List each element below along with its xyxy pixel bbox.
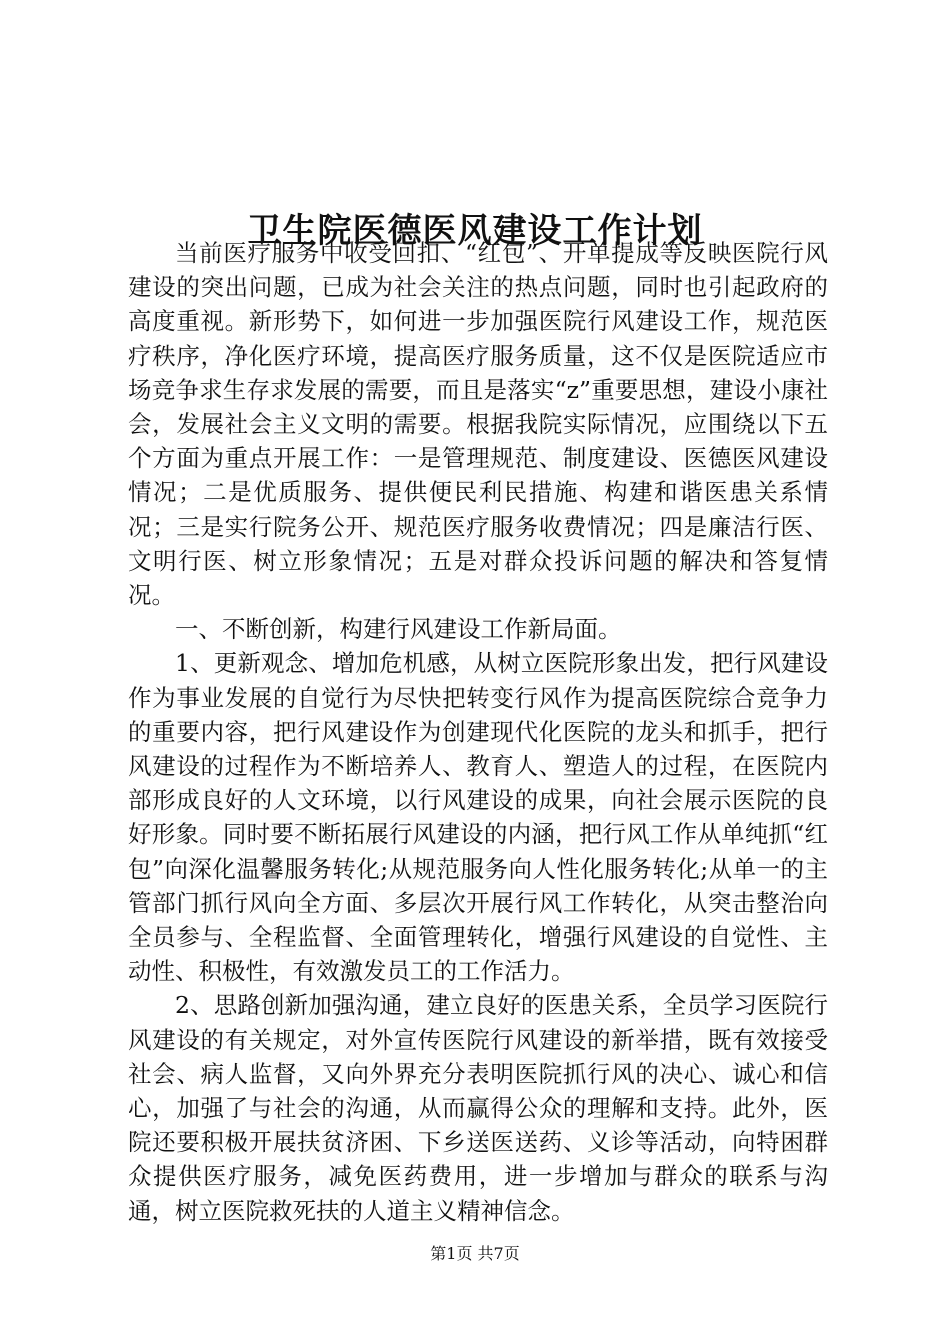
paragraph-item-2: 2、思路创新加强沟通，建立良好的医患关系，全员学习医院行风建设的有关规定，对外宣传医院行风建设的新举措，既有效接受社会、病人监督，又向外界充分表明医院抓行风的决心、诚心和信心，加强了与社会的沟通，从而赢得公众的理解和支持。此外，医院还要积极开展扶贫济困、下乡送医送药、义诊等活动，向特困群众提供医疗服务，减免医药费用，进一步增加与群众的联系与沟通，树立医院救死扶的人道主义精神信念。 [128,991,828,1225]
document-title: 卫生院医德医风建设工作计划 [247,210,703,251]
paragraph-intro: 当前医疗服务中收受回扣、“红包”、开单提成等反映医院行风建设的突出问题，已成为社会关注的热点问题，同时也引起政府的高度重视。新形势下，如何进一步加强医院行风建设工作，规范医疗秩序，净化医疗环境，提高医疗服务质量，这不仅是医院适应市场竞争求生存求发展的需要，而且是落实“z”重要思想，建设小康社会，发展社会主义文明的需要。根据我院实际情况，应围绕以下五个方面为重点开展工作：一是管理规范、制度建设、医德医风建设情况；二是优质服务、提供便民利民措施、构建和谐医患关系情况；三是实行院务公开、规范医疗服务收费情况；四是廉洁行医、文明行医、树立形象情况；五是对群众投诉问题的解决和答复情况。 [128,239,828,610]
page-number-footer: 第1页 共7页 [430,1244,520,1263]
section-heading-1: 一、不断创新，构建行风建设工作新局面。 [175,615,622,644]
document-body [128,236,828,1228]
paragraph-item-1: 1、更新观念、增加危机感，从树立医院形象出发，把行风建设作为事业发展的自觉行为尽快把转变行风作为提高医院综合竞争力的重要内容，把行风建设作为创建现代化医院的龙头和抓手，把行风建设的过程作为不断培养人、教育人、塑造人的过程，在医院内部形成良好的人文环境，以行风建设的成果，向社会展示医院的良好形象。同时要不断拓展行风建设的内涵，把行风工作从单纯抓“红包”向深化温馨服务转化;从规范服务向人性化服务转化;从单一的主管部门抓行风向全方面、多层次开展行风工作转化，从突击整治向全员参与、全程监督、全面管理转化，增强行风建设的自觉性、主动性、积极性，有效激发员工的工作活力。 [128,649,828,986]
